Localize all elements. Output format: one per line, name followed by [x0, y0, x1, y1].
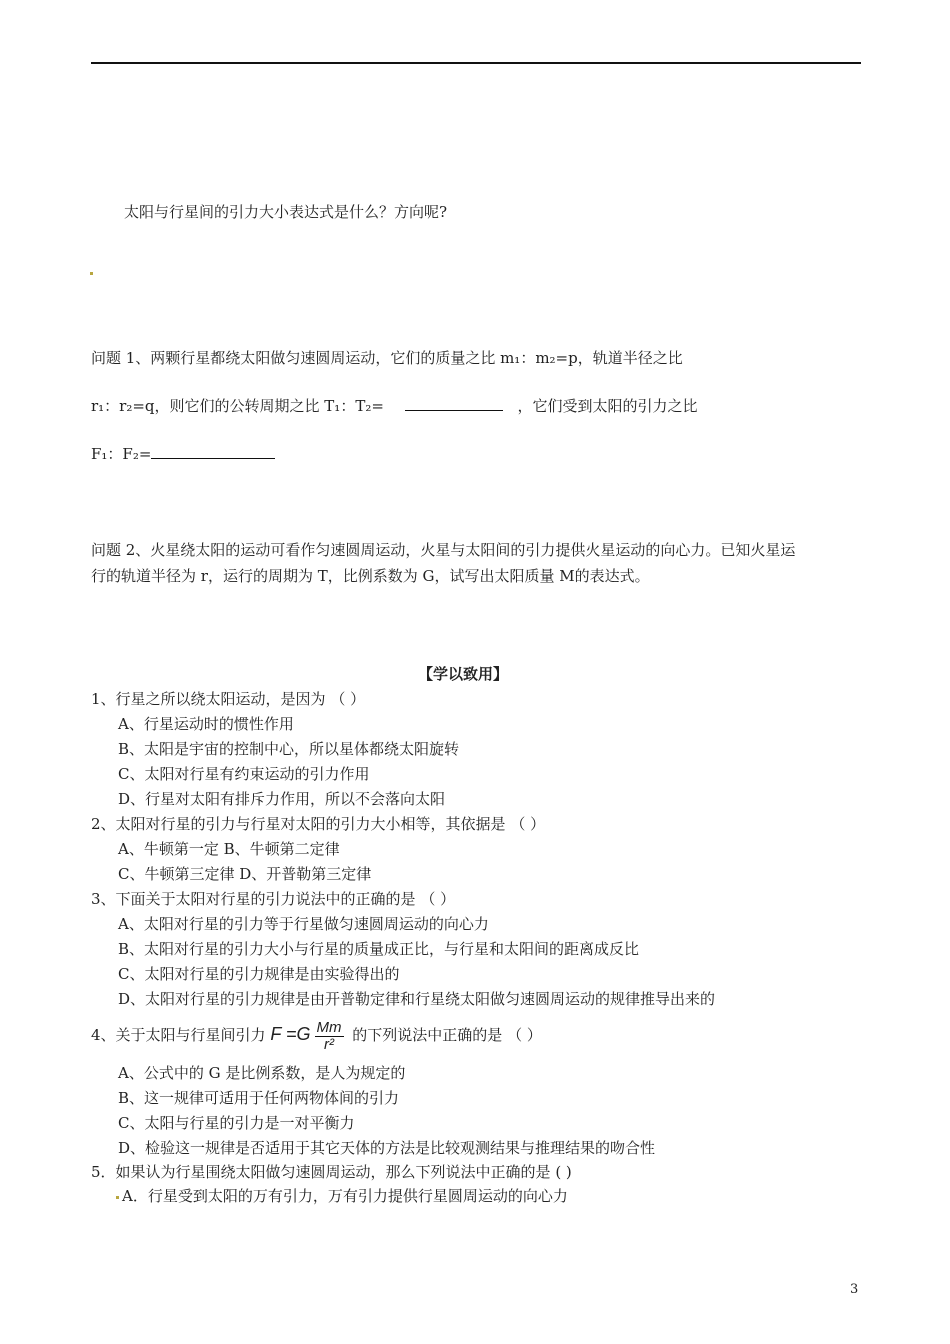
q3-option-a: A、太阳对行星的引力等于行星做匀速圆周运动的向心力 — [118, 915, 489, 933]
gravitation-formula-fraction — [315, 1020, 344, 1053]
problem2-line1: 问题 2、火星绕太阳的运动可看作匀速圆周运动，火星与太阳间的引力提供火星运动的向心力。已知火星运 — [91, 541, 796, 559]
q1-stem: 1、行星之所以绕太阳运动，是因为 （ ） — [91, 690, 366, 708]
q2-options-cd: C、牛顿第三定律 D、开普勒第三定律 — [118, 865, 372, 883]
q4-stem-pre: 4、关于太阳与行星间引力 — [91, 1026, 266, 1044]
problem1-line3-text: F₁：F₂= — [91, 445, 152, 463]
intro-question: 太阳与行星间的引力大小表达式是什么？方向呢? — [124, 203, 448, 221]
problem1-line2b: ，它们受到太阳的引力之比 — [517, 397, 698, 415]
page-number: 3 — [850, 1282, 859, 1297]
q1-option-d: D、行星对太阳有排斥力作用，所以不会落向太阳 — [118, 790, 446, 808]
q1-option-c: C、太阳对行星有约束运动的引力作用 — [118, 765, 370, 783]
q4-option-a: A、公式中的 G 是比例系数，是人为规定的 — [118, 1064, 406, 1082]
problem1-line1: 问题 1、两颗行星都绕太阳做匀速圆周运动，它们的质量之比 m₁：m₂=p，轨道半径之比 — [91, 349, 683, 367]
q1-option-a: A、行星运动时的惯性作用 — [118, 715, 294, 733]
q4-option-c: C、太阳与行星的引力是一对平衡力 — [118, 1114, 355, 1132]
q5-stem: 5．如果认为行星围绕太阳做匀速圆周运动，那么下列说法中正确的是 ( ) — [91, 1163, 572, 1181]
problem1-line2 — [91, 396, 698, 416]
answer-blank-force-ratio[interactable] — [151, 444, 275, 459]
formula-denominator: r² — [324, 1035, 335, 1053]
header-rule — [91, 62, 861, 64]
q1-option-b: B、太阳是宇宙的控制中心，所以星体都绕太阳旋转 — [118, 740, 460, 758]
scan-speck — [116, 1196, 119, 1199]
section-title: 【学以致用】 — [418, 665, 509, 683]
q4-stem-post: 的下列说法中正确的是 （ ） — [352, 1026, 542, 1044]
q4-option-b: B、这一规律可适用于任何两物体间的引力 — [118, 1089, 400, 1107]
formula-numerator: Mm — [316, 1018, 342, 1036]
q3-option-d: D、太阳对行星的引力规律是由开普勒定律和行星绕太阳做匀速圆周运动的规律推导出来的 — [118, 990, 716, 1008]
q3-option-b: B、太阳对行星的引力大小与行星的质量成正比，与行星和太阳间的距离成反比 — [118, 940, 640, 958]
q5-option-a: A．行星受到太阳的万有引力，万有引力提供行星圆周运动的向心力 — [122, 1187, 568, 1205]
problem1-line3 — [91, 444, 275, 464]
problem1-line2a: r₁：r₂=q，则它们的公转周期之比 T₁：T₂= — [91, 397, 384, 415]
answer-blank-period-ratio[interactable] — [405, 396, 503, 411]
q2-options-ab: A、牛顿第一定 B、牛顿第二定律 — [118, 840, 340, 858]
problem2-line2: 行的轨道半径为 r，运行的周期为 T，比例系数为 G，试写出太阳质量 M的表达式。 — [91, 567, 650, 585]
q4-option-d: D、检验这一规律是否适用于其它天体的方法是比较观测结果与推理结果的吻合性 — [118, 1139, 656, 1157]
scan-speck — [90, 272, 93, 275]
gravitation-formula-lhs: F =G — [270, 1024, 311, 1044]
q3-stem: 3、下面关于太阳对行星的引力说法中的正确的是 （ ） — [91, 890, 456, 908]
q4-stem — [91, 1016, 542, 1053]
q2-stem: 2、太阳对行星的引力与行星对太阳的引力大小相等，其依据是 （ ） — [91, 815, 546, 833]
q3-option-c: C、太阳对行星的引力规律是由实验得出的 — [118, 965, 400, 983]
